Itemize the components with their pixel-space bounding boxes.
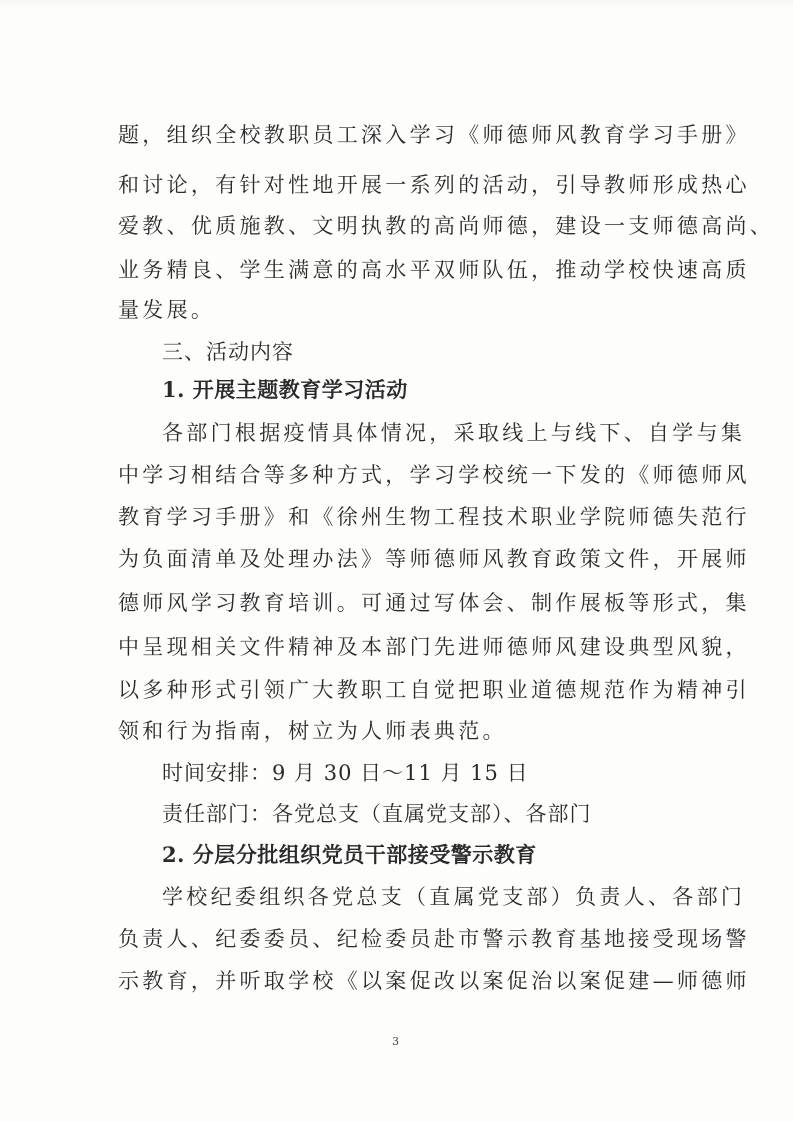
body-line: 爱教、优质施教、文明执教的高尚师德，建设一支师德高尚、 bbox=[118, 214, 775, 238]
subsection-heading: 2. 分层分批组织党员干部接受警示教育 bbox=[162, 842, 537, 867]
body-line: 中学习相结合等多种方式，学习学校统一下发的《师德师风 bbox=[118, 463, 750, 487]
body-line: 业务精良、学生满意的高水平双师队伍，推动学校快速高质 bbox=[118, 258, 750, 282]
scan-edge bbox=[0, 0, 793, 8]
body-line: 中呈现相关文件精神及本部门先进师德师风建设典型风貌， bbox=[118, 635, 750, 659]
body-line: 示教育，并听取学校《以案促改以案促治以案促建—师德师 bbox=[118, 969, 750, 993]
responsible-dept-line: 责任部门：各党总支（直属党支部）、各部门 bbox=[162, 802, 592, 826]
body-line: 德师风学习教育培训。可通过写体会、制作展板等形式，集 bbox=[118, 591, 750, 615]
page-number: 3 bbox=[392, 1035, 399, 1048]
body-line: 各部门根据疫情具体情况，采取线上与线下、自学与集 bbox=[162, 421, 746, 445]
body-line: 题，组织全校教职员工深入学习《师德师风教育学习手册》 bbox=[118, 123, 750, 147]
subsection-heading: 1. 开展主题教育学习活动 bbox=[162, 377, 408, 402]
body-line: 以多种形式引领广大教职工自觉把职业道德规范作为精神引 bbox=[118, 678, 750, 702]
body-line: 学校纪委组织各党总支（直属党支部）负责人、各部门 bbox=[162, 885, 746, 909]
body-line: 负责人、纪委委员、纪检委员赴市警示教育基地接受现场警 bbox=[118, 927, 750, 951]
body-line: 领和行为指南，树立为人师表典范。 bbox=[118, 719, 507, 743]
body-line: 为负面清单及处理办法》等师德师风教育政策文件，开展师 bbox=[118, 547, 750, 571]
section-heading: 三、活动内容 bbox=[162, 340, 294, 364]
body-line: 量发展。 bbox=[118, 298, 216, 322]
body-line: 和讨论，有针对性地开展一系列的活动，引导教师形成热心 bbox=[118, 173, 750, 197]
body-line: 教育学习手册》和《徐州生物工程技术职业学院师德失范行 bbox=[118, 505, 750, 529]
schedule-line: 时间安排：9 月 30 日～11 月 15 日 bbox=[162, 761, 529, 785]
